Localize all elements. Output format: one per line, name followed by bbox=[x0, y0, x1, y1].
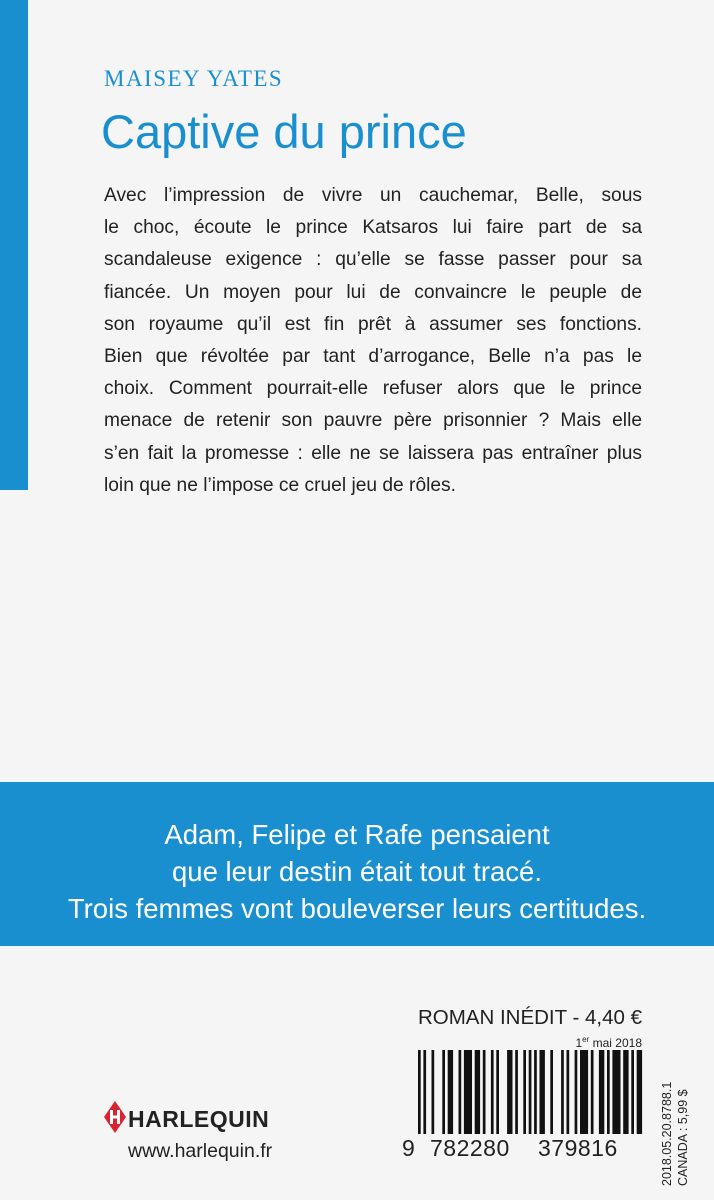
barcode-bar bbox=[607, 1050, 610, 1134]
blurb-line: son royaume qu’il est fin prêt à assumer ses fonctions. bbox=[104, 313, 642, 335]
isbn-group-2: 379816 bbox=[538, 1135, 618, 1161]
blurb-line: Bien que révoltée par tant d’arrogance, Belle n’a pas le bbox=[104, 346, 642, 368]
barcode-bar bbox=[496, 1050, 499, 1134]
barcode-bar bbox=[483, 1050, 486, 1134]
isbn-group-1: 782280 bbox=[430, 1135, 510, 1161]
book-title: Captive du prince bbox=[101, 105, 467, 158]
barcode-bar bbox=[432, 1050, 435, 1134]
barcode-bar bbox=[631, 1050, 634, 1134]
barcode-bar bbox=[523, 1050, 526, 1134]
blurb-line: scandaleuse exigence : qu’elle se fasse passer pour sa bbox=[104, 249, 642, 271]
barcode-bar bbox=[540, 1050, 545, 1134]
barcode-bar bbox=[459, 1050, 462, 1134]
barcode-bars bbox=[412, 1050, 647, 1134]
publisher-website-link[interactable]: www.harlequin.fr bbox=[128, 1140, 273, 1162]
barcode-bar bbox=[567, 1050, 570, 1134]
barcode-bar bbox=[515, 1050, 518, 1134]
barcode-bar bbox=[491, 1050, 494, 1134]
back-cover-blurb bbox=[104, 180, 642, 502]
vertical-codes bbox=[656, 1040, 696, 1190]
barcode-bar bbox=[442, 1050, 445, 1134]
barcode-bar bbox=[418, 1050, 421, 1134]
barcode-bar bbox=[612, 1050, 620, 1134]
barcode-bar bbox=[580, 1050, 588, 1134]
harlequin-h-diamond-icon bbox=[104, 1101, 126, 1133]
tagline-line: Trois femmes vont bouleverser leurs certitudes. bbox=[67, 893, 647, 924]
tagline-band bbox=[0, 782, 714, 946]
blurb-line: fiancée. Un moyen pour lui de convaincre le peuple de bbox=[104, 281, 642, 303]
barcode-bar bbox=[561, 1050, 564, 1134]
canada-price: CANADA : 5,99 $ bbox=[676, 1089, 690, 1186]
barcode-bar bbox=[448, 1050, 453, 1134]
publication-date: 1er mai 2018 bbox=[575, 1035, 642, 1050]
publisher-name: HARLEQUIN bbox=[128, 1106, 270, 1132]
blurb-line: Avec l’impression de vivre un cauchemar, Belle, sous bbox=[104, 185, 642, 206]
blurb-line: loin que ne l’impose ce cruel jeu de rôles. bbox=[104, 474, 456, 496]
blurb-line: s’en fait la promesse : elle ne se laissera pas entraîner plus bbox=[104, 442, 642, 464]
barcode-bar bbox=[637, 1050, 642, 1134]
isbn-lead-digit: 9 bbox=[402, 1135, 416, 1161]
barcode-bar bbox=[575, 1050, 578, 1134]
barcode-bar bbox=[623, 1050, 628, 1134]
barcode-bar bbox=[591, 1050, 594, 1134]
edition-code: 2018.05.20.8788.1 bbox=[660, 1081, 674, 1186]
barcode-bar bbox=[599, 1050, 604, 1134]
blurb-line: choix. Comment pourrait-elle refuser alors que le prince bbox=[104, 378, 642, 400]
side-accent-stripe bbox=[0, 0, 28, 490]
author-name: MAISEY YATES bbox=[104, 66, 284, 91]
barcode-bar bbox=[423, 1050, 426, 1134]
barcode-bar bbox=[550, 1050, 553, 1134]
barcode-bar bbox=[534, 1050, 537, 1134]
blurb-line: le choc, écoute le prince Katsaros lui faire part de sa bbox=[104, 217, 642, 239]
tagline-line: que leur destin était tout tracé. bbox=[172, 856, 542, 887]
blurb-line: menace de retenir son pauvre père prisonnier ? Mais elle bbox=[104, 410, 642, 432]
barcode-bar bbox=[529, 1050, 532, 1134]
barcode-bar bbox=[475, 1050, 480, 1134]
tagline-line: Adam, Felipe et Rafe pensaient bbox=[164, 819, 550, 850]
barcode-bar bbox=[507, 1050, 512, 1134]
price-line: ROMAN INÉDIT - 4,40 € bbox=[417, 1006, 642, 1029]
barcode-bar bbox=[464, 1050, 472, 1134]
